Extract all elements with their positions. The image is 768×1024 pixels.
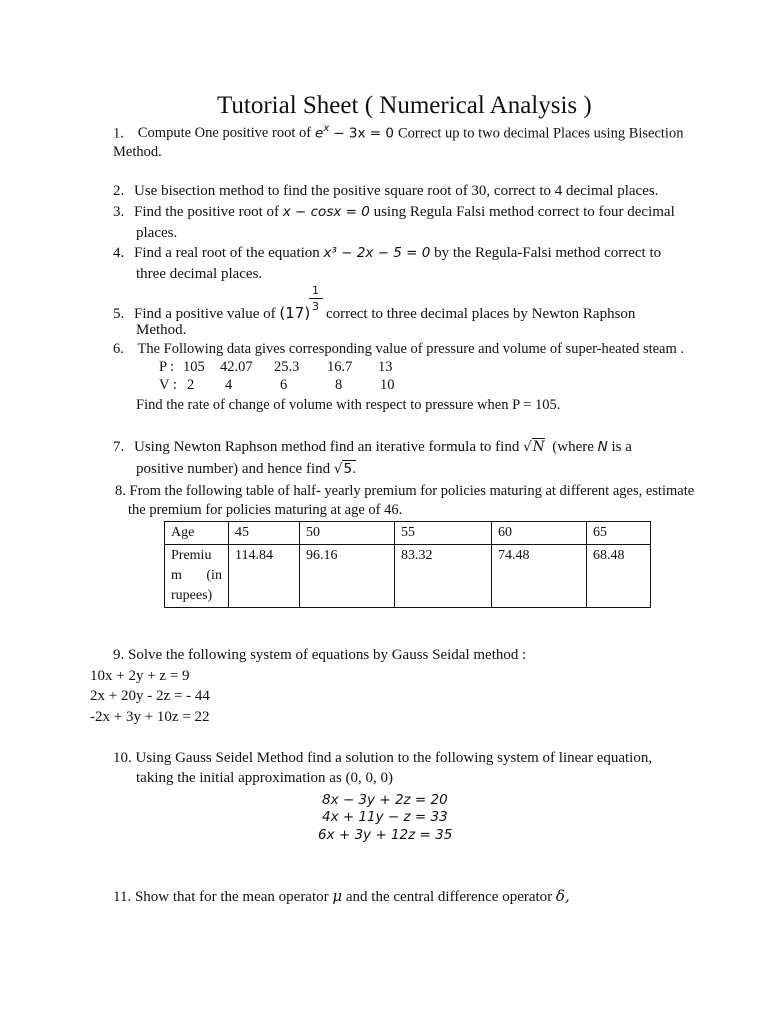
q7-line2	[136, 461, 356, 478]
q7-sqrt-n-radicand: N	[532, 439, 545, 455]
q10-line2: taking the initial approximation as (0, 0, 0)	[136, 770, 394, 786]
table-cell: 50	[300, 522, 395, 545]
table-cell: 96.16	[300, 545, 395, 608]
q7-text-mid: (where	[552, 439, 594, 455]
table-cell: Age	[165, 522, 229, 545]
q7-sqrt-5-radicand: 5.	[343, 461, 357, 477]
q5-exp-numerator: 1	[312, 284, 319, 297]
question-5	[113, 304, 635, 323]
question-4	[113, 245, 661, 262]
q5-exp-denominator: 3	[312, 300, 319, 313]
premium-label-line: Premiu	[171, 548, 212, 563]
q9-equation: 2x + 20y - 2z = - 44	[90, 688, 210, 704]
q4-equation: x³ − 2x − 5 = 0	[323, 245, 431, 261]
q6-number: 6.	[113, 341, 124, 357]
q4-line2: three decimal places.	[136, 266, 263, 282]
q5-number: 5.	[113, 306, 125, 322]
q1-number: 1.	[113, 125, 124, 142]
q10-equation: 8x − 3y + 2z = 20	[322, 792, 448, 808]
q11-text-mid: and the central difference operator	[345, 889, 553, 905]
question-1	[113, 123, 683, 142]
question-7	[113, 439, 632, 456]
q5-text-pre: Find a positive value of	[134, 306, 276, 322]
table-cell: 114.84	[229, 545, 300, 608]
q11-mu-symbol: μ	[332, 887, 343, 905]
q1-text-post: Correct up to two decimal Places using Bisection	[397, 125, 684, 142]
q11-text-pre: 11. Show that for the mean operator	[113, 889, 329, 905]
table-cell: 83.32	[395, 545, 492, 608]
q6-v-value: 10	[380, 377, 395, 393]
q6-p-value: 25.3	[274, 359, 300, 375]
q3-text-post: using Regula Falsi method correct to four decimal	[373, 204, 675, 220]
question-11	[113, 887, 570, 906]
q3-equation: x − cosx = 0	[282, 204, 370, 220]
q3-text-pre: Find the positive root of	[134, 204, 279, 220]
q6-p-value: 16.7	[327, 359, 353, 375]
table-cell: 68.48	[587, 545, 651, 608]
q3-line2: places.	[136, 225, 178, 241]
question-8: 8. From the following table of half- yearly premium for policies maturing at different ages, estimate	[115, 483, 695, 499]
table-row	[165, 522, 651, 545]
q4-text-post: by the Regula-Falsi method correct to	[434, 245, 662, 261]
q1-eq-exp: x	[323, 123, 330, 134]
table-cell: 65	[587, 522, 651, 545]
q4-number: 4.	[113, 245, 125, 261]
page-title: Tutorial Sheet ( Numerical Analysis )	[217, 92, 592, 119]
q6-v-value: 4	[225, 377, 233, 393]
q7-n-variable: N	[597, 439, 608, 455]
premium-label-line: rupees)	[171, 588, 213, 603]
q4-text-pre: Find a real root of the equation	[134, 245, 320, 261]
q7-line2-text: positive number) and hence find	[136, 461, 331, 477]
question-9: 9. Solve the following system of equations by Gauss Seidal method :	[113, 647, 527, 663]
q5-exp-fraction-bar	[309, 298, 323, 299]
q6-p-value: 13	[378, 359, 393, 375]
q6-text: The Following data gives corresponding value of pressure and volume of super-heated steam .	[137, 341, 685, 357]
table-cell	[165, 545, 229, 608]
q5-line2: Method.	[136, 322, 187, 338]
q6-p-label: P :	[159, 359, 175, 375]
q7-text-pre: Using Newton Raphson method find an iterative formula to find	[134, 439, 520, 455]
q9-equation: -2x + 3y + 10z = 22	[90, 709, 210, 725]
q5-base: (17)	[279, 304, 311, 322]
question-3	[113, 204, 675, 221]
q2-text: Use bisection method to find the positive square root of 30, correct to 4 decimal places.	[134, 183, 659, 199]
q6-v-value: 8	[335, 377, 343, 393]
q10-equation: 4x + 11y − z = 33	[322, 809, 448, 825]
q7-sqrt-n: √N	[523, 439, 545, 455]
question-6	[113, 341, 684, 358]
table-cell: 74.48	[492, 545, 587, 608]
q7-text-post: is a	[611, 439, 632, 455]
premium-table	[164, 521, 651, 608]
q6-v-value: 2	[187, 377, 195, 393]
table-cell: 55	[395, 522, 492, 545]
q11-delta-symbol: δ,	[555, 887, 570, 905]
q6-p-value: 42.07	[220, 359, 253, 375]
q6-p-value: 105	[183, 359, 205, 375]
question-10: 10. Using Gauss Seidel Method find a solution to the following system of linear equation,	[113, 750, 653, 766]
q10-equation: 6x + 3y + 12z = 35	[318, 827, 453, 843]
q3-number: 3.	[113, 204, 125, 220]
q7-sqrt-5: √5.	[333, 461, 357, 477]
q1-eq-base: e	[315, 125, 324, 142]
q1-eq-rest: − 3x = 0	[333, 125, 394, 142]
q1-line2: Method.	[113, 144, 162, 160]
premium-label-line: m (in	[171, 568, 222, 583]
table-cell: 45	[229, 522, 300, 545]
q8-line2: the premium for policies maturing at age of 46.	[128, 502, 403, 518]
q5-text-post: correct to three decimal places by Newton Raphson	[325, 306, 636, 322]
table-row	[165, 545, 651, 608]
question-2	[113, 183, 658, 200]
q6-question: Find the rate of change of volume with respect to pressure when P = 105.	[136, 397, 561, 413]
q1-text-pre: Compute One positive root of	[137, 125, 312, 142]
q7-number: 7.	[113, 439, 125, 455]
q9-equation: 10x + 2y + z = 9	[90, 668, 190, 684]
table-cell: 60	[492, 522, 587, 545]
q6-v-value: 6	[280, 377, 288, 393]
q2-number: 2.	[113, 183, 125, 199]
q6-v-label: V :	[159, 377, 177, 393]
